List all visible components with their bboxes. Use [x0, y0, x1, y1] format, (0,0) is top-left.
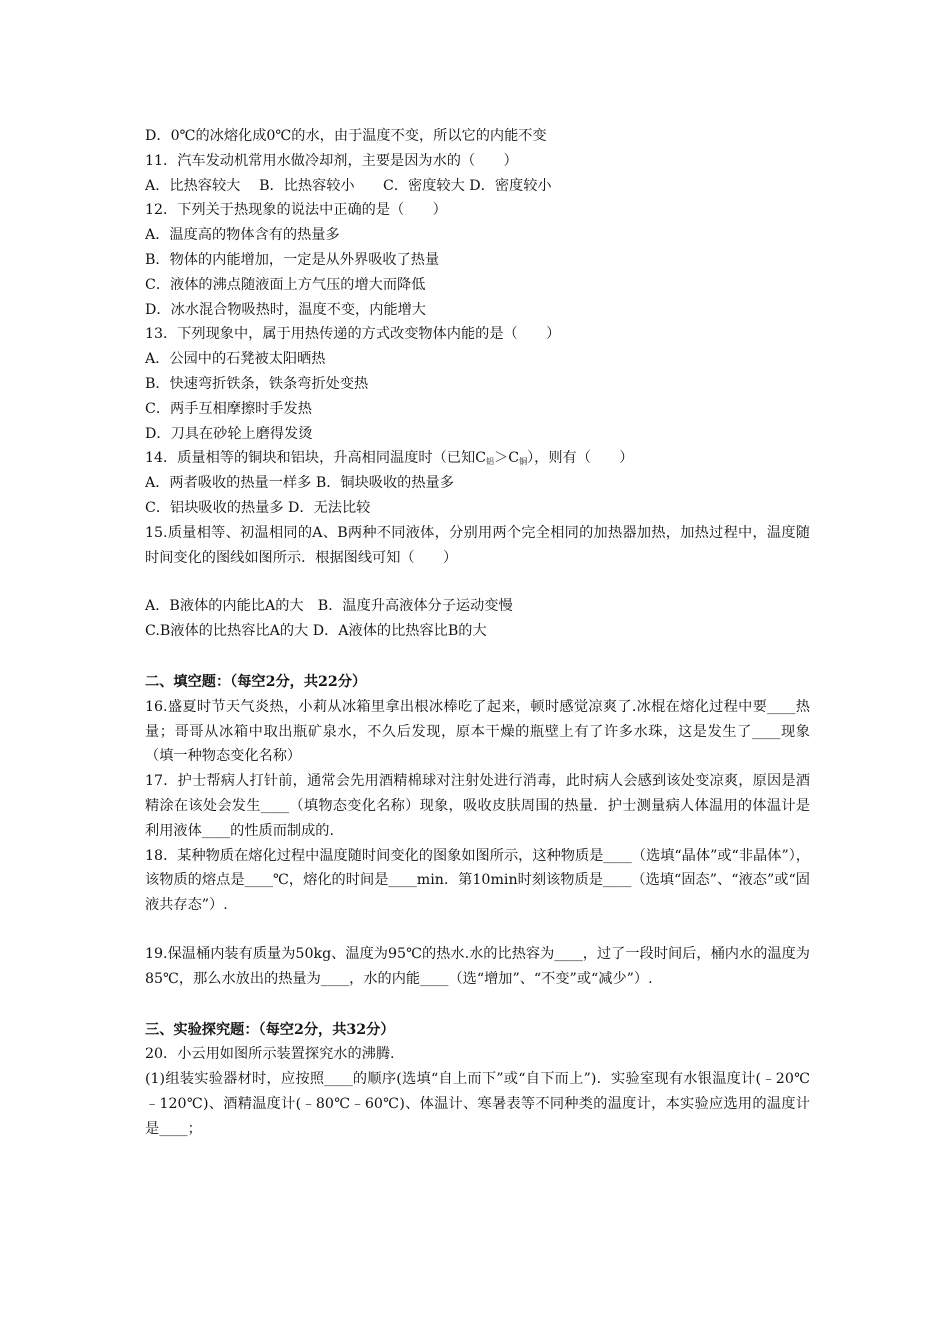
section2-heading: 二、填空题：（每空2分，共22分） [145, 673, 367, 690]
q15-options-cd: C.B液体的比热容比A的大 D．A液体的比热容比B的大 [145, 623, 487, 640]
q16-text: 16.盛夏时节天气炎热，小莉从冰箱里拿出根冰棒吃了起来，顿时感觉凉爽了.冰棍在熔化过程中要____热量；哥哥从冰箱中取出瓶矿泉水，不久后发现，原本干燥的瓶壁上有了许多水珠，这是发生了____现象（填一种物态变化名称） [145, 698, 810, 765]
section3-heading: 三、实验探究题：（每空2分，共32分） [145, 1021, 395, 1038]
q14-stem [145, 446, 810, 471]
q15-stem: 15.质量相等、初温相同的A、B两种不同液体，分别用两个完全相同的加热器加热，加热过程中，温度随时间变化的图线如图所示．根据图线可知（ ） [145, 524, 810, 566]
q13-option-c: C．两手互相摩擦时手发热 [145, 400, 312, 417]
q10-option-d: D．0℃的冰熔化成0℃的水，由于温度不变，所以它的内能不变 [145, 128, 547, 144]
q14-stem-mid: ＞C [494, 450, 520, 467]
q20-part1: (1)组装实验器材时，应按照____的顺序(选填“自上而下”或“自下而上”)．实验室现有水银温度计(﹣20℃﹣120℃)、酒精温度计(﹣80℃﹣60℃)、体温计、寒暑表等不同种类的温度计，本实验应选用的温度计是____； [145, 1071, 810, 1137]
q12-stem: 12．下列关于热现象的说法中正确的是（ ） [145, 202, 447, 219]
q12-option-b: B．物体的内能增加，一定是从外界吸收了热量 [145, 251, 440, 268]
q13-option-b: B．快速弯折铁条，铁条弯折处变热 [145, 375, 369, 392]
q11-options: A．比热容较大 B．比热容较小 C．密度较大 D．密度较小 [145, 177, 552, 194]
q18-figure-gap [145, 918, 810, 942]
q20-stem: 20．小云用如图所示装置探究水的沸腾. [145, 1046, 395, 1063]
q14-subscript-al: 铝 [486, 457, 495, 467]
q15-figure-gap [145, 570, 810, 594]
q18-text: 18．某种物质在熔化过程中温度随时间变化的图象如图所示，这种物质是____（选填“晶体”或“非晶体”），该物质的熔点是____℃，熔化的时间是____min．第10min时刻该物质是____（选填“固态”、“液态”或“固液共存态”）. [145, 847, 810, 914]
q14-subscript-cu: 铜 [519, 457, 528, 467]
q19-text: 19.保温桶内装有质量为50kg、温度为95℃的热水.水的比热容为____，过了一段时间后，桶内水的温度为85℃，那么水放出的热量为____，水的内能____（选“增加”、“不变”或“减少”）. [145, 945, 810, 987]
q17-text: 17．护士帮病人打针前，通常会先用酒精棉球对注射处进行消毒，此时病人会感到该处变凉爽，原因是酒精涂在该处会发生____（填物态变化名称）现象，吸收皮肤周围的热量．护士测量病人体温用的体温计是利用液体____的性质而制成的. [145, 773, 810, 839]
exam-page [145, 124, 810, 1141]
q12-option-d: D．冰水混合物吸热时，温度不变，内能增大 [145, 301, 426, 318]
q13-option-d: D．刀具在砂轮上磨得发烫 [145, 425, 313, 442]
q14-options-ab: A．两者吸收的热量一样多 B．铜块吸收的热量多 [145, 475, 454, 492]
q11-stem: 11．汽车发动机常用水做冷却剂，主要是因为水的（ ） [145, 152, 518, 169]
q12-option-a: A．温度高的物体含有的热量多 [145, 227, 340, 244]
q14-options-cd: C．铝块吸收的热量多 D．无法比较 [145, 499, 371, 516]
section-gap [145, 644, 810, 670]
q13-stem: 13．下列现象中，属于用热传递的方式改变物体内能的是（ ） [145, 326, 561, 343]
section-gap [145, 992, 810, 1018]
q15-options-ab: A．B液体的内能比A的大 B．温度升高液体分子运动变慢 [145, 598, 513, 615]
q14-stem-pre: 14．质量相等的铜块和铝块，升高相同温度时（已知C [145, 450, 487, 467]
q12-option-c: C．液体的沸点随液面上方气压的增大而降低 [145, 276, 426, 293]
q14-stem-post: ），则有（ ） [527, 450, 634, 467]
q13-option-a: A．公园中的石凳被太阳晒热 [145, 351, 326, 368]
